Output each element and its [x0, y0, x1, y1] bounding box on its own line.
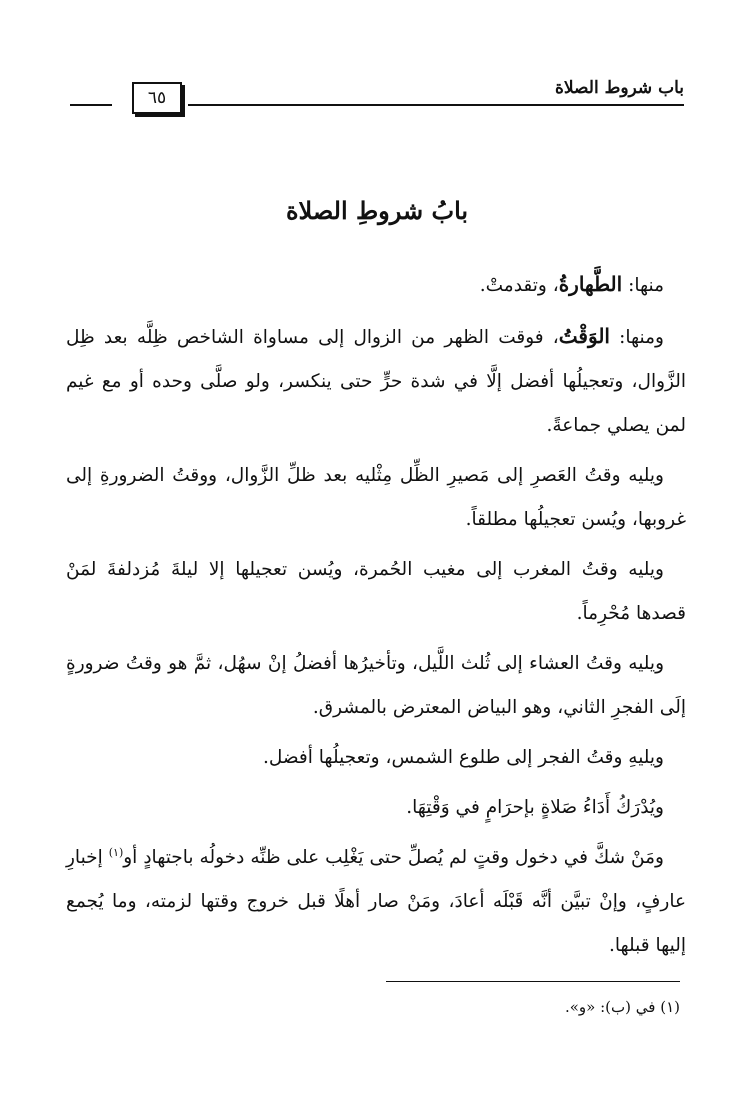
- body-text: [66, 262, 686, 974]
- paragraph: [66, 642, 686, 730]
- paragraph-text: ويليه وقتُ العَصرِ إلى مَصيرِ الظِّل مِثْليه بعد ظلِّ الزَّوال، ووقتُ الضرورةِ إلى غروبها، ويُسن تعجيلُها مطلقاً.: [66, 465, 686, 530]
- paragraph: [66, 314, 686, 448]
- paragraph-text: ويليه وقتُ المغرب إلى مغيب الحُمرة، ويُسن تعجيلها إلا ليلةَ مُزدلفةَ لمَنْ قصدها مُحْرِماً.: [66, 559, 686, 624]
- footnote-text: في (ب): «و».: [564, 998, 656, 1016]
- paragraph-text: ويُدْرَكُ أَدَاءُ صَلاةٍ بإحرَامٍ في وَقْتِهَا.: [406, 797, 664, 818]
- header-rule-short: [70, 104, 112, 106]
- running-header: [70, 76, 684, 112]
- paragraph-text: ويليهِ وقتُ الفجر إلى طلوع الشمس، وتعجيلُها أفضل.: [262, 747, 664, 768]
- paragraph: [66, 262, 686, 308]
- footnote-reference: (١): [108, 845, 124, 859]
- paragraph: [66, 786, 686, 830]
- paragraph-text: ، فوقت الظهر من الزوال إلى مساواة الشاخص ظِلَّه بعد ظِل الزَّوال، وتعجيلُها أفضل إلَّا في شدة حرٍّ حتى ينكسر، ولو صلَّى وحده أو مع غيم لمن يصلي جماعةً.: [66, 327, 686, 436]
- chapter-title: بابُ شروطِ الصلاة: [285, 196, 469, 225]
- paragraph: [66, 548, 686, 636]
- paragraph: [66, 454, 686, 542]
- footnote-number: (١): [660, 998, 680, 1016]
- header-rule: [188, 104, 684, 106]
- paragraph-lead: منها:: [622, 275, 664, 296]
- paragraph-text: ويليه وقتُ العشاء إلى ثُلث اللَّيل، وتأخيرُها أفضلُ إنْ سهُل، ثمَّ هو وقتُ ضرورةٍ إلَى الفجرِ الثاني، وهو البياض المعترض بالمشرق.: [66, 653, 686, 718]
- paragraph-text: إخبارِ عارفٍ، وإنْ تبيَّن أنَّه قَبْلَه أعادَ، ومَنْ صار أهلًا قبل خروج وقتها لزمته، وما يُجمع إليها قبلها.: [66, 847, 686, 956]
- footnote: [280, 996, 680, 1018]
- paragraph-keyword: الوَقْتُ: [558, 324, 610, 348]
- paragraph: [66, 836, 686, 968]
- paragraph-lead: ومنها:: [609, 327, 664, 348]
- paragraph-keyword: الطَّهارةُ: [558, 272, 623, 296]
- running-title: باب شروط الصلاة: [554, 78, 684, 98]
- paragraph: [66, 736, 686, 780]
- page-number-box: ٦٥: [132, 82, 182, 114]
- paragraph-text: ومَنْ شكَّ في دخول وقتٍ لم يُصلِّ حتى يَغْلِب على ظنِّه دخولُه باجتهادٍ أو: [123, 847, 664, 868]
- footnote-rule: [386, 981, 680, 982]
- paragraph-text: ، وتقدمتْ.: [479, 275, 559, 296]
